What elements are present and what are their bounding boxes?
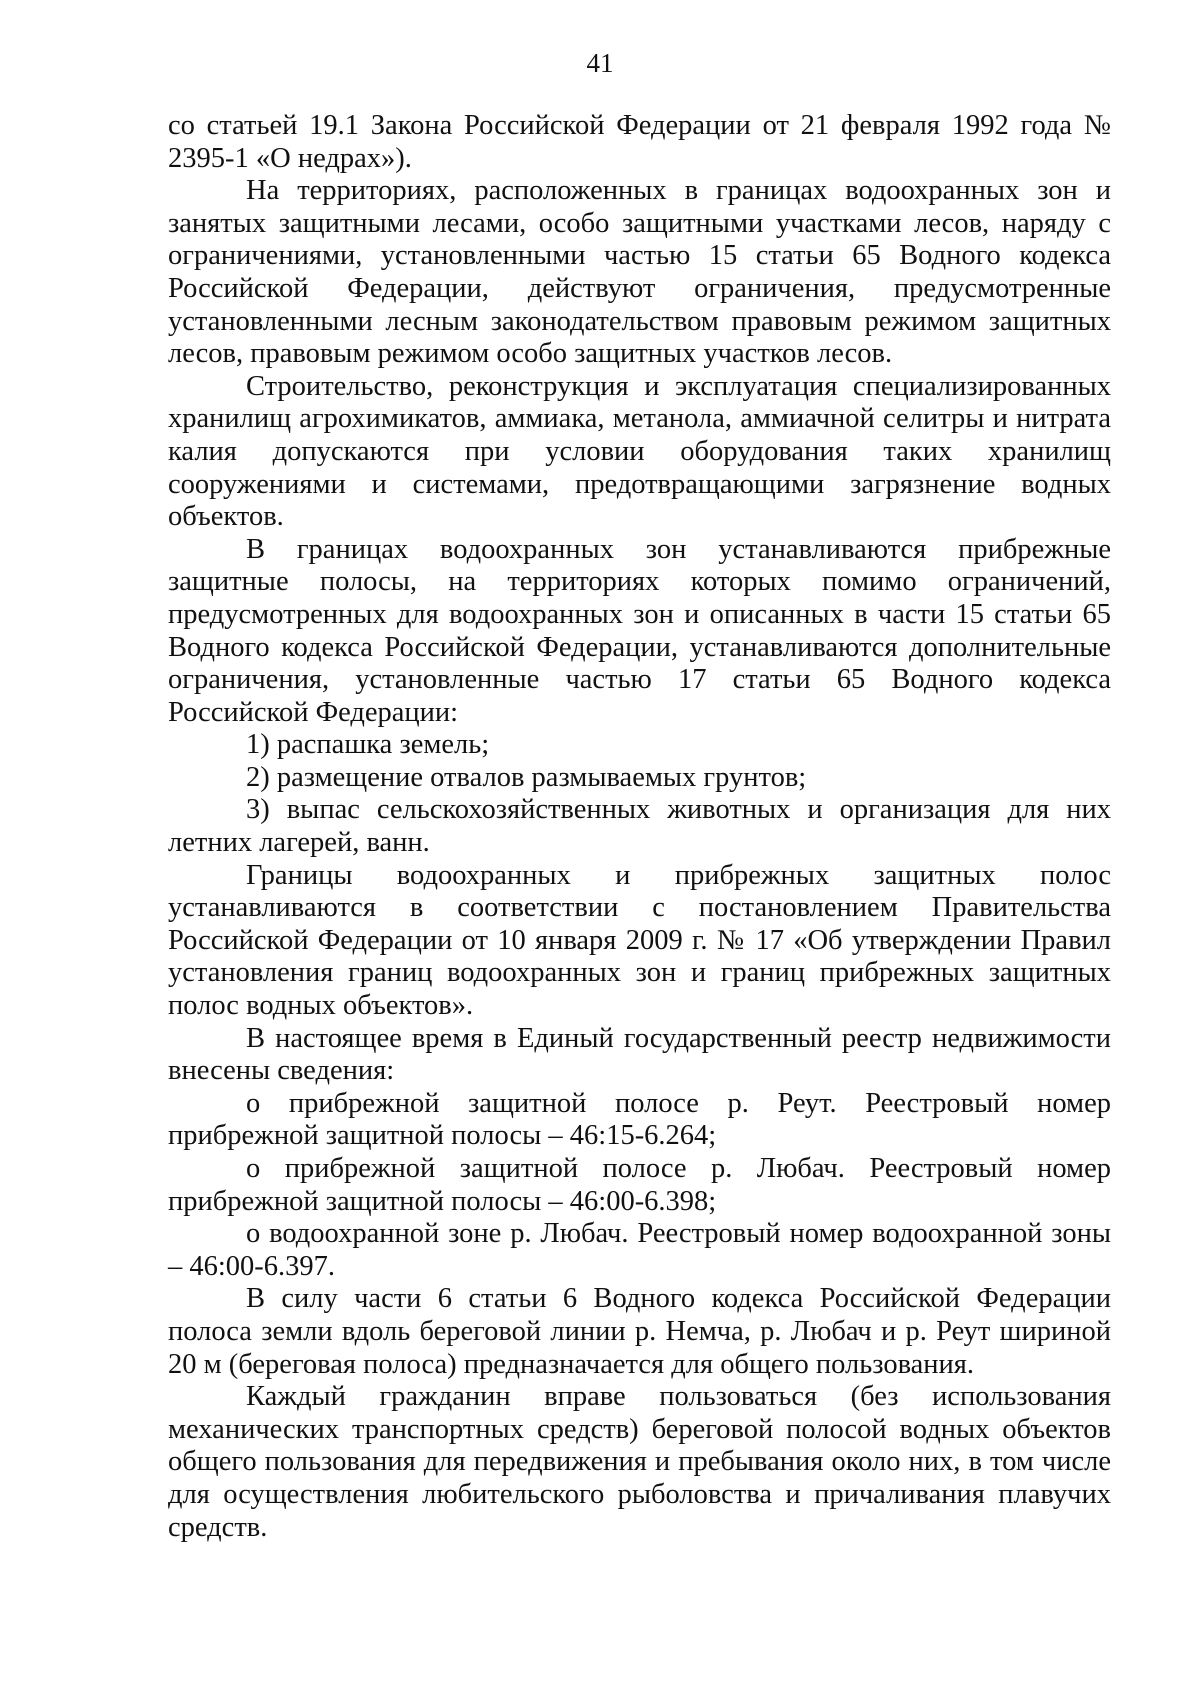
paragraph-protective-forests: На территориях, расположенных в границах водоохранных зон и занятых защитными лесами, особо защитными участками лесов, наряду с ограничениями, установленными частью 15 статьи 65 Водного кодекса Российской Федерации, действуют ограничения, предусмотренные установленными лесным законодательством правовым режимом защитных лесов, правовым режимом особо защитных участков лесов.	[168, 175, 1111, 370]
registry-item-reut-strip: о прибрежной защитной полосе р. Реут. Реестровый номер прибрежной защитной полосы – 46:15-6.264;	[168, 1087, 1111, 1152]
registry-item-lyubach-zone: о водоохранной зоне р. Любач. Реестровый номер водоохранной зоны – 46:00-6.397.	[168, 1218, 1111, 1282]
paragraph-citizen-rights: Каждый гражданин вправе пользоваться (без использования механических транспортных средств) береговой полосой водных объектов общего пользования для передвижения и пребывания около них, в том числе для осуществления любительского рыболовства и причаливания плавучих средств.	[168, 1381, 1111, 1543]
list-item-plowing: 1) распашка земель;	[246, 729, 490, 761]
registry-item-lyubach-strip: о прибрежной защитной полосе р. Любач. Реестровый номер прибрежной защитной полосы – 46:00-6.398;	[168, 1153, 1111, 1217]
paragraph-coastal-protective-strips: В границах водоохранных зон устанавливаются прибрежные защитные полосы, на территориях которых помимо ограничений, предусмотренных для водоохранных зон и описанных в части 15 статьи 65 Водного кодекса Российской Федерации, устанавливаются дополнительные ограничения, установленные частью 17 статьи 65 Водного кодекса Российской Федерации:	[168, 533, 1111, 728]
paragraph-registry-intro: В настоящее время в Единый государственный реестр недвижимости внесены сведения:	[168, 1022, 1111, 1087]
paragraph-boundaries-regulation: Границы водоохранных и прибрежных защитных полос устанавливаются в соответствии с постановлением Правительства Российской Федерации от 10 января 2009 г. № 17 «Об утверждении Правил установления границ водоохранных зон и границ прибрежных защитных полос водных объектов».	[168, 859, 1111, 1022]
paragraph-shoreline-public-use: В силу части 6 статьи 6 Водного кодекса Российской Федерации полоса земли вдоль береговой линии р. Немча, р. Любач и р. Реут шириной 20 м (береговая полоса) предназначается для общего пользования.	[168, 1283, 1111, 1380]
paragraph-agrochemical-storage: Строительство, реконструкция и эксплуатация специализированных хранилищ агрохимикатов, аммиака, метанола, аммиачной селитры и нитрата калия допускаются при условии оборудования таких хранилищ сооружениями и системами, предотвращающими загрязнение водных объектов.	[168, 370, 1111, 533]
list-item-dumps: 2) размещение отвалов размываемых грунтов;	[246, 761, 807, 793]
list-item-grazing: 3) выпас сельскохозяйственных животных и организация для них летних лагерей, ванн.	[168, 794, 1111, 859]
page-number: 41	[586, 48, 614, 78]
paragraph-continuation-law-reference: со статьей 19.1 Закона Российской Федерации от 21 февраля 1992 года № 2395-1 «О недрах»).	[168, 110, 1111, 174]
document-body	[168, 110, 1111, 1544]
